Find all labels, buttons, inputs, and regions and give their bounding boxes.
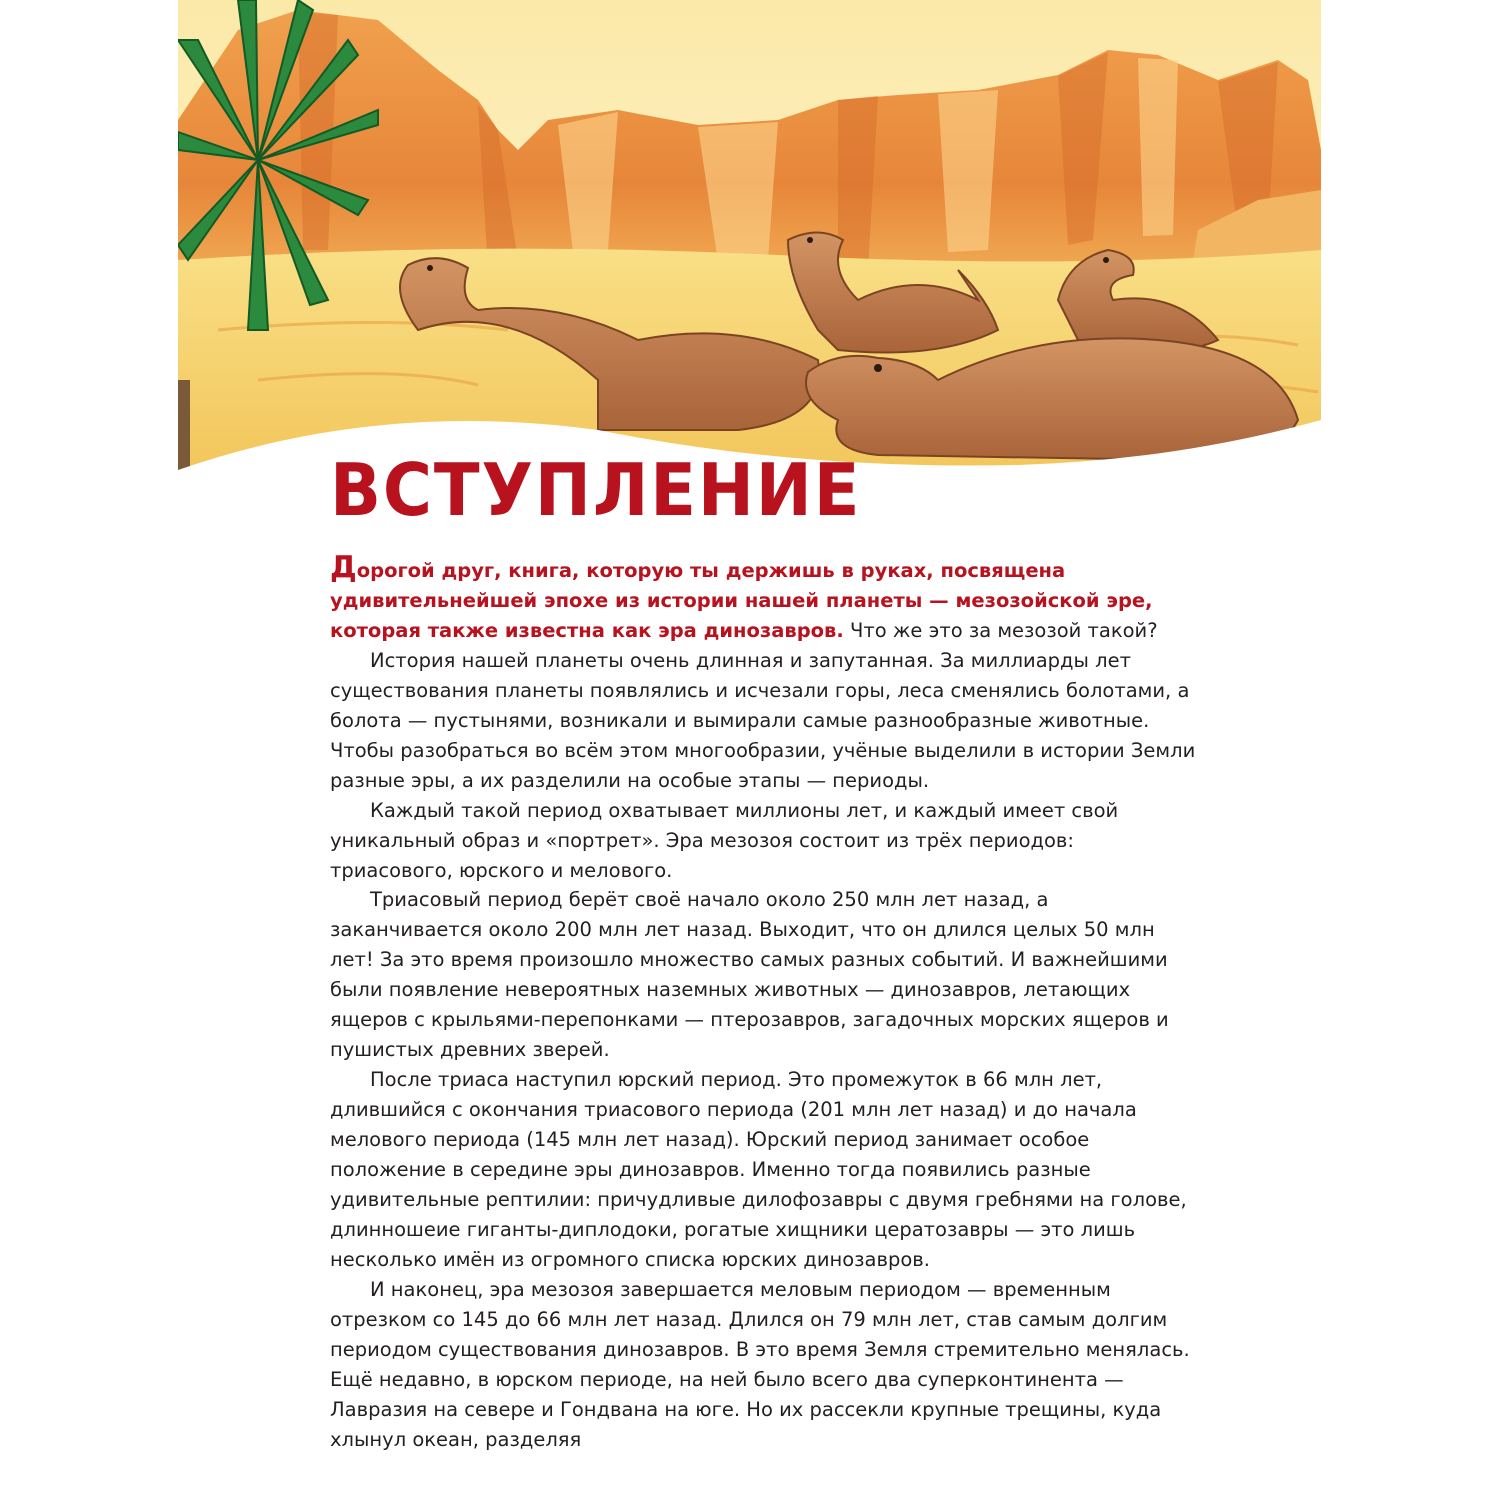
paragraph-triassic: Триасовый период берёт своё начало около 250 млн лет назад, а заканчивается около 200 млн лет назад. Выходит, что он длился целых 50 млн лет! За это время произошло множество самых разных событий. И важнейшими были появление невероятных наземных животных — динозавров, летающих ящеров с крыльями-перепонками — птерозавров, загадочных морских ящеров и пушистых древних зверей. xyxy=(330,888,1169,1062)
page-title: ВСТУПЛЕНИЕ xyxy=(330,448,862,532)
intro-lead: орогой друг, книга, которую ты держишь в руках, посвящена удивительнейшей эпохе из истории нашей планеты — мезозойской эре, которая также известна как эра динозавров. xyxy=(330,559,1153,642)
intro-rest: Что же это за мезозой такой? xyxy=(843,618,1158,642)
paragraph-periods: Каждый такой период охватывает миллионы лет, и каждый имеет свой уникальный образ и «портрет». Эра мезозоя состоит из трёх периодов: триасового, юрского и мелового. xyxy=(330,798,1119,882)
paragraph-cretaceous: И наконец, эра мезозоя завершается меловым периодом — временным отрезком со 145 до 66 млн лет назад. Длился он 79 млн лет, став самым долгим периодом существования динозавров. В это время Земля стремительно менялась. Ещё недавно, в юрском периоде, на ней было всего два суперконтинента — Лавразия на севере и Гондвана на юге. Но их рассекли крупные трещины, куда хлынул океан, разделяя xyxy=(330,1277,1190,1451)
drop-cap: Д xyxy=(330,550,357,585)
palm-trunk xyxy=(178,380,190,480)
body-text xyxy=(330,550,1200,1455)
paragraph-history: История нашей планеты очень длинная и запутанная. За миллиарды лет существования планеты появлялись и исчезали горы, леса сменялись болотами, а болота — пустынями, возникали и вымирали самые разнообразные животные. Чтобы разобраться во всём этом многообразии, учёные выделили в истории Земли разные эры, а их разделили на особые этапы — периоды. xyxy=(330,648,1196,792)
paragraph-jurassic: После триаса наступил юрский период. Это промежуток в 66 млн лет, длившийся с окончания триасового периода (201 млн лет назад) и до начала мелового периода (145 млн лет назад). Юрский период занимает особое положение в середине эры динозавров. Именно тогда появились разные удивительные рептилии: причудливые дилофозавры с двумя гребнями на голове, длинношеие гиганты-диплодоки, рогатые хищники цератозавры — это лишь несколько имён из огромного списка юрских динозавров. xyxy=(330,1068,1187,1271)
dinosaur-desert-illustration xyxy=(178,0,1321,480)
intro-paragraph xyxy=(330,550,1200,646)
